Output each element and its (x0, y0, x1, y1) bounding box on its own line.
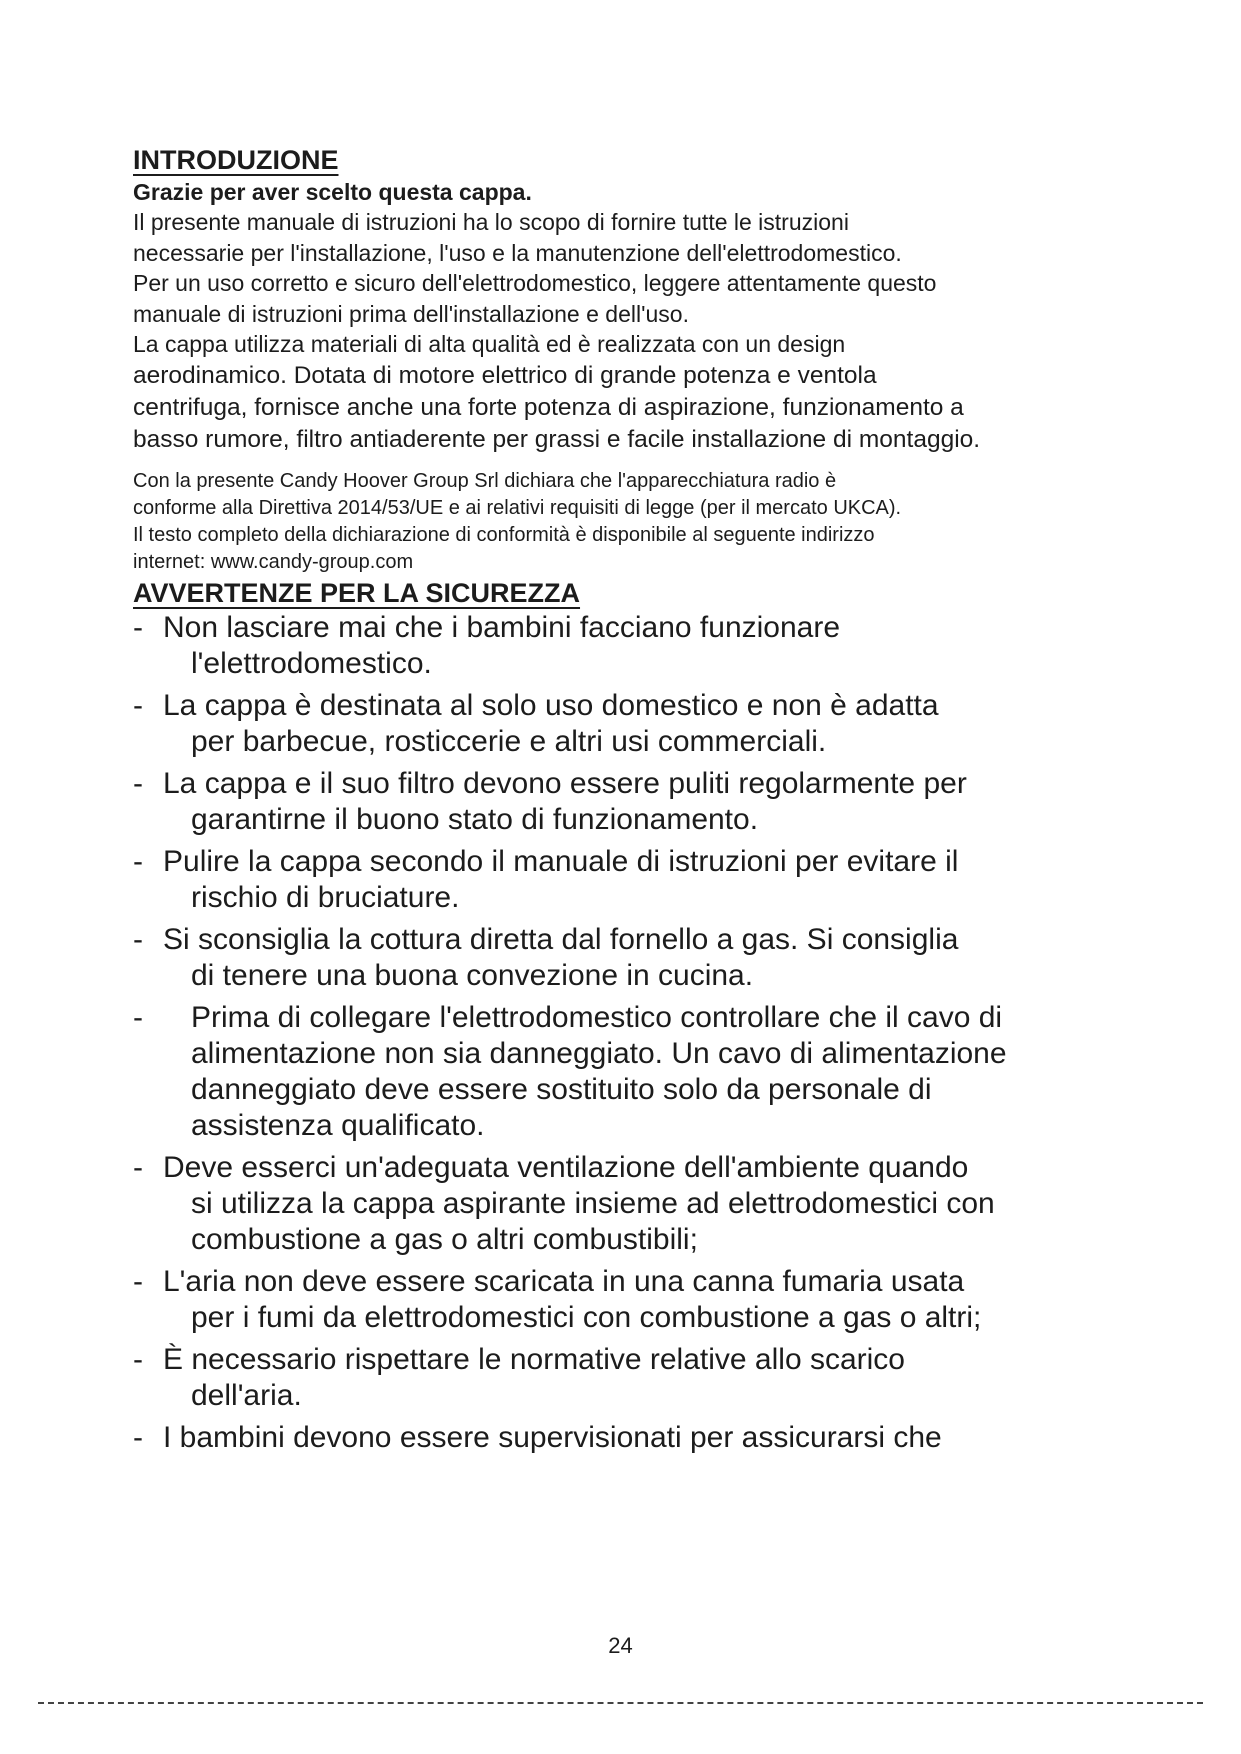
intro-paragraph-1 (133, 207, 1133, 268)
warning-line: per barbecue, rosticcerie e altri usi commerciali. (191, 724, 827, 758)
list-item (133, 1264, 1133, 1336)
list-item (133, 1150, 1133, 1258)
intro-p3-line3: centrifuga, fornisce anche una forte potenza di aspirazione, funzionamento a (133, 393, 964, 421)
intro-p3-line4: basso rumore, filtro antiaderente per grassi e facile installazione di montaggio. (133, 425, 981, 453)
warning-line: danneggiato deve essere sostituito solo da personale di (191, 1072, 932, 1106)
list-dash: - (133, 766, 143, 800)
warning-line: si utilizza la cappa aspirante insieme ad elettrodomestici con (191, 1186, 995, 1220)
list-item (133, 610, 1133, 682)
list-dash: - (133, 844, 143, 878)
intro-p3-line2: aerodinamico. Dotata di motore elettrico di grande potenza e ventola (133, 361, 877, 389)
page-content (133, 143, 1133, 1462)
safety-warnings-list (133, 610, 1133, 1456)
intro-heading: INTRODUZIONE (133, 145, 339, 175)
list-item (133, 922, 1133, 994)
intro-p2-line2: manuale di istruzioni prima dell'installazione e dell'uso. (133, 300, 689, 327)
warning-line: dell'aria. (191, 1378, 302, 1412)
warning-line: Si sconsiglia la cottura diretta dal fornello a gas. Si consiglia (163, 922, 959, 956)
page-number: 24 (608, 1633, 633, 1658)
list-dash: - (133, 688, 143, 722)
warning-line: Pulire la cappa secondo il manuale di istruzioni per evitare il (163, 844, 959, 878)
decl-line3: Il testo completo della dichiarazione di conformità è disponibile al seguente indirizzo (133, 523, 875, 546)
intro-p3-line1: La cappa utilizza materiali di alta qualità ed è realizzata con un design (133, 331, 846, 357)
warning-line: alimentazione non sia danneggiato. Un cavo di alimentazione (191, 1036, 1007, 1070)
list-item (133, 1000, 1133, 1144)
list-dash: - (133, 1150, 143, 1184)
decl-line4: internet: www.candy-group.com (133, 550, 414, 573)
intro-p2-line1: Per un uso corretto e sicuro dell'elettrodomestico, leggere attentamente questo (133, 270, 937, 296)
list-dash: - (133, 1420, 143, 1454)
list-item (133, 688, 1133, 760)
list-item (133, 1342, 1133, 1414)
decl-line1: Con la presente Candy Hoover Group Srl dichiara che l'apparecchiatura radio è (133, 469, 837, 492)
warning-line: assistenza qualificato. (191, 1108, 485, 1142)
list-dash: - (133, 610, 143, 644)
warning-line: garantirne il buono stato di funzionamento. (191, 802, 759, 836)
warning-line: Deve esserci un'adeguata ventilazione dell'ambiente quando (163, 1150, 969, 1184)
intro-p1-line1: Il presente manuale di istruzioni ha lo scopo di fornire tutte le istruzioni (133, 209, 849, 235)
intro-p1-line2: necessarie per l'installazione, l'uso e la manutenzione dell'elettrodomestico. (133, 239, 902, 266)
conformity-declaration (133, 468, 1133, 576)
warning-line: La cappa è destinata al solo uso domestico e non è adatta (163, 688, 939, 722)
warning-line: di tenere una buona convezione in cucina. (191, 958, 754, 992)
safety-heading: AVVERTENZE PER LA SICUREZZA (133, 577, 581, 608)
list-item (133, 766, 1133, 838)
list-dash: - (133, 922, 143, 956)
warning-line: L'aria non deve essere scaricata in una canna fumaria usata (163, 1264, 965, 1298)
intro-lead: Grazie per aver scelto questa cappa. (133, 179, 532, 205)
list-dash: - (133, 1342, 143, 1376)
intro-paragraph-2 (133, 268, 1133, 329)
warning-line: per i fumi da elettrodomestici con combustione a gas o altri; (191, 1300, 982, 1334)
warning-line: Non lasciare mai che i bambini facciano funzionare (163, 610, 841, 644)
warning-line: combustione a gas o altri combustibili; (191, 1222, 698, 1256)
warning-line: Prima di collegare l'elettrodomestico controllare che il cavo di (191, 1000, 1003, 1034)
intro-paragraph-3 (133, 329, 1133, 360)
warning-line: l'elettrodomestico. (191, 646, 432, 680)
warning-line: È necessario rispettare le normative relative allo scarico (163, 1342, 905, 1376)
list-item (133, 1420, 1133, 1456)
list-dash: - (133, 1000, 143, 1034)
footer-divider (38, 1702, 1203, 1704)
decl-line2: conforme alla Direttiva 2014/53/UE e ai relativi requisiti di legge (per il mercato UKCA). (133, 496, 902, 519)
list-dash: - (133, 1264, 143, 1298)
warning-line: rischio di bruciature. (191, 880, 460, 914)
warning-line: I bambini devono essere supervisionati per assicurarsi che (163, 1420, 942, 1454)
intro-paragraph-3-cont (133, 360, 1133, 456)
warning-line: La cappa e il suo filtro devono essere puliti regolarmente per (163, 766, 967, 800)
list-item (133, 844, 1133, 916)
